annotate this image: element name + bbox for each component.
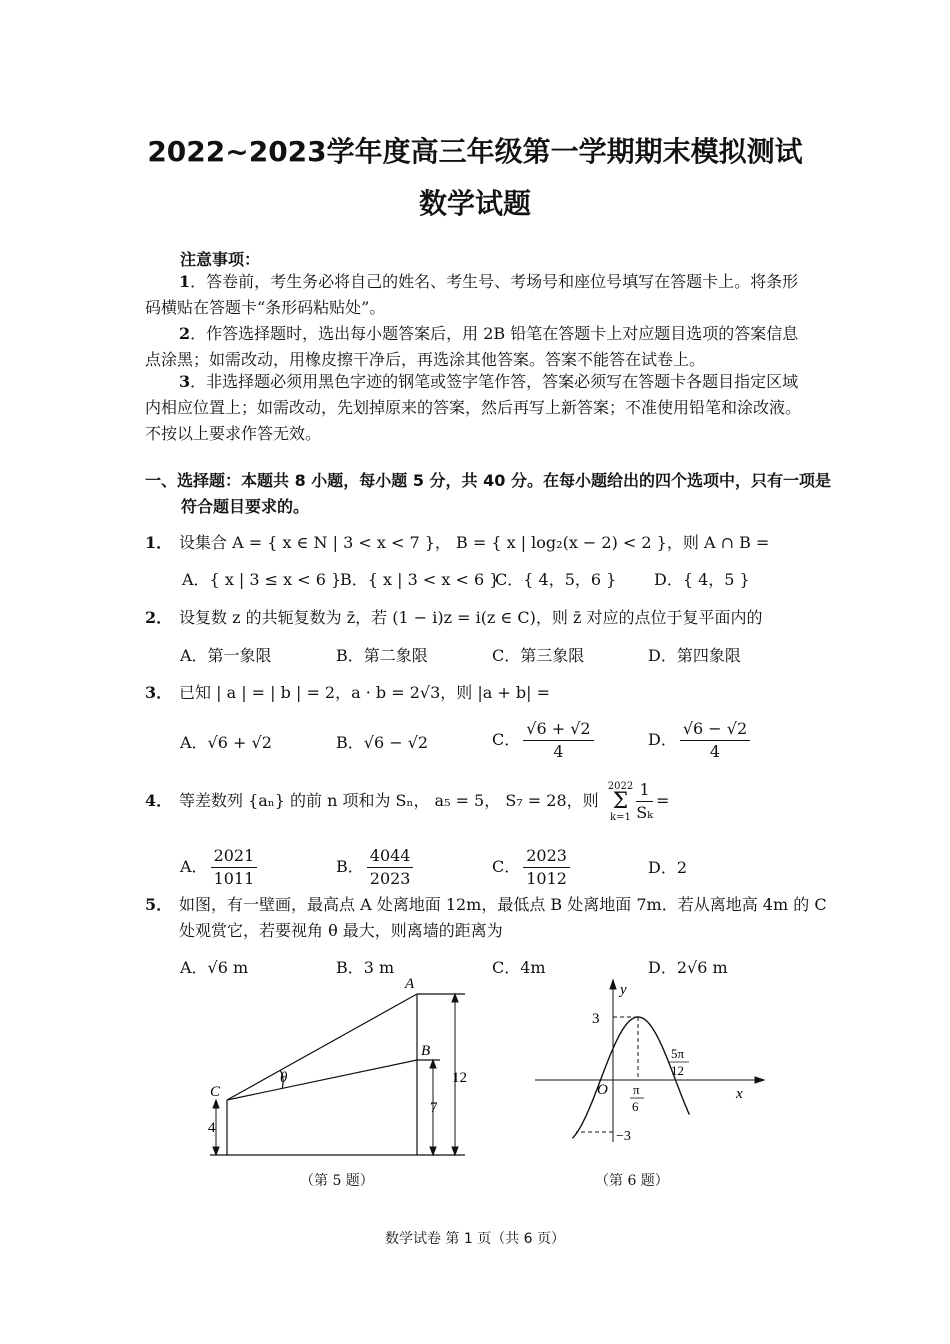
q2-option-b: B．第二象限 bbox=[336, 646, 428, 665]
page-subtitle: 数学试题 bbox=[418, 187, 531, 220]
q3-option-d: D． $\frac{√6 - √2}{4}$ bbox=[648, 718, 753, 763]
label-4: 4 bbox=[208, 1120, 216, 1136]
label-5pi: 5π bbox=[671, 1046, 685, 1061]
note-item: 2．作答选择题时，选出每小题答案后，用 2B 铅笔在答题卡上对应题目选项的答案信息点涂黑；如需改动，用橡皮擦干净后，再选涂其他答案。答案不能答在试卷上。 bbox=[145, 324, 799, 369]
label-pi: π bbox=[633, 1082, 640, 1097]
q3-option-b: B．√6 − √2 bbox=[336, 733, 429, 752]
question-5: 5． 如图，有一壁画，最高点 A 处离地面 12m，最低点 B 处离地面 7m．若从离地高 4m 的 C 处观赏它，若要视角 θ 最大，则离墙的距离为 bbox=[145, 895, 827, 940]
page-title: 2022~2023学年度高三年级第一学期期末模拟测试 bbox=[147, 135, 803, 168]
q2-option-a: A．第一象限 bbox=[180, 646, 272, 665]
figure-5 bbox=[190, 970, 490, 1170]
q1-option-d: D．{ 4，5 } bbox=[654, 570, 750, 589]
q3-option-c: C． $\frac{√6 + √2}{4}$ bbox=[492, 718, 597, 763]
figure-6-caption: （第 6 题） bbox=[595, 1173, 669, 1189]
label-x: x bbox=[736, 1086, 743, 1102]
label-3: 3 bbox=[592, 1011, 600, 1027]
q5-option-b: B．3 m bbox=[336, 958, 395, 977]
notes-heading: 注意事项： bbox=[180, 250, 261, 269]
label-c: C bbox=[210, 1084, 221, 1100]
section-heading: 一、选择题：本题共 8 小题，每小题 5 分，共 40 分。在每小题给出的四个选项中，只有一项是符合题目要求的。 bbox=[145, 471, 831, 516]
line-cb bbox=[227, 1060, 417, 1100]
q1-option-b: B．{ x | 3 < x < 6 } bbox=[340, 570, 500, 589]
q4-option-d: D．2 bbox=[648, 858, 688, 877]
label-theta: θ bbox=[280, 1070, 288, 1086]
q5-option-c: C．4m bbox=[492, 958, 546, 977]
question-3: 3． 已知 | a | = | b | = 2，a · b = 2√3，则 |a + b| = bbox=[145, 683, 551, 702]
figure-5-caption: （第 5 题） bbox=[300, 1173, 374, 1189]
q5-option-a: A．√6 m bbox=[180, 958, 249, 977]
label-7: 7 bbox=[430, 1100, 438, 1116]
q4-option-b: B． $\frac{4044}{2023}$ bbox=[336, 845, 416, 890]
figure-6 bbox=[530, 972, 770, 1152]
label-12: 12 bbox=[671, 1063, 684, 1078]
label-neg3: −3 bbox=[616, 1129, 631, 1144]
q4-option-c: C． $\frac{2023}{1012}$ bbox=[492, 845, 573, 890]
q1-option-c: C．{ 4，5，6 } bbox=[495, 570, 617, 589]
q4-option-a: A． $\frac{2021}{1011}$ bbox=[180, 845, 260, 890]
note-item: 3．非选择题必须用黑色字迹的钢笔或签字笔作答，答案必须写在答题卡各题目指定区域内相应位置上；如需改动，先划掉原来的答案，然后再写上新答案；不准使用铅笔和涂改液。不按以上要求作答无效。 bbox=[145, 372, 802, 443]
q1-option-a: A．{ x | 3 ≤ x < 6 } bbox=[182, 570, 342, 589]
label-origin: O bbox=[597, 1082, 608, 1098]
label-b: B bbox=[421, 1043, 431, 1059]
page-footer: 数学试卷 第 1 页（共 6 页） bbox=[384, 1231, 566, 1247]
label-y: y bbox=[620, 982, 627, 998]
label-6: 6 bbox=[632, 1099, 639, 1114]
q5-option-d: D．2√6 m bbox=[648, 958, 728, 977]
question-2: 2． 设复数 z 的共轭复数为 z̄，若 (1 − i)z = i(z ∈ C)，则 z̄ 对应的点位于复平面内的 bbox=[145, 608, 763, 627]
q3-option-a: A．√6 + √2 bbox=[180, 733, 272, 752]
question-1: 1． 设集合 A = { x ∈ N | 3 < x < 7 }， B = { x | log₂(x − 2) < 2 }，则 A ∩ B = bbox=[145, 533, 770, 552]
q2-option-d: D．第四象限 bbox=[648, 646, 741, 665]
note-item: 1．答卷前，考生务必将自己的姓名、考生号、考场号和座位号填写在答题卡上。将条形码横贴在答题卡“条形码粘贴处”。 bbox=[145, 272, 799, 317]
label-12: 12 bbox=[452, 1070, 467, 1086]
q2-option-c: C．第三象限 bbox=[492, 646, 585, 665]
question-4: 4． 等差数列 {aₙ} 的前 n 项和为 Sₙ， a₅ = 5， S₇ = 28，则 2022 Σ k=1 $\frac{1}{\text{Sₖ}}$ = bbox=[145, 780, 670, 823]
line-ca bbox=[227, 994, 417, 1100]
label-a: A bbox=[405, 976, 415, 992]
